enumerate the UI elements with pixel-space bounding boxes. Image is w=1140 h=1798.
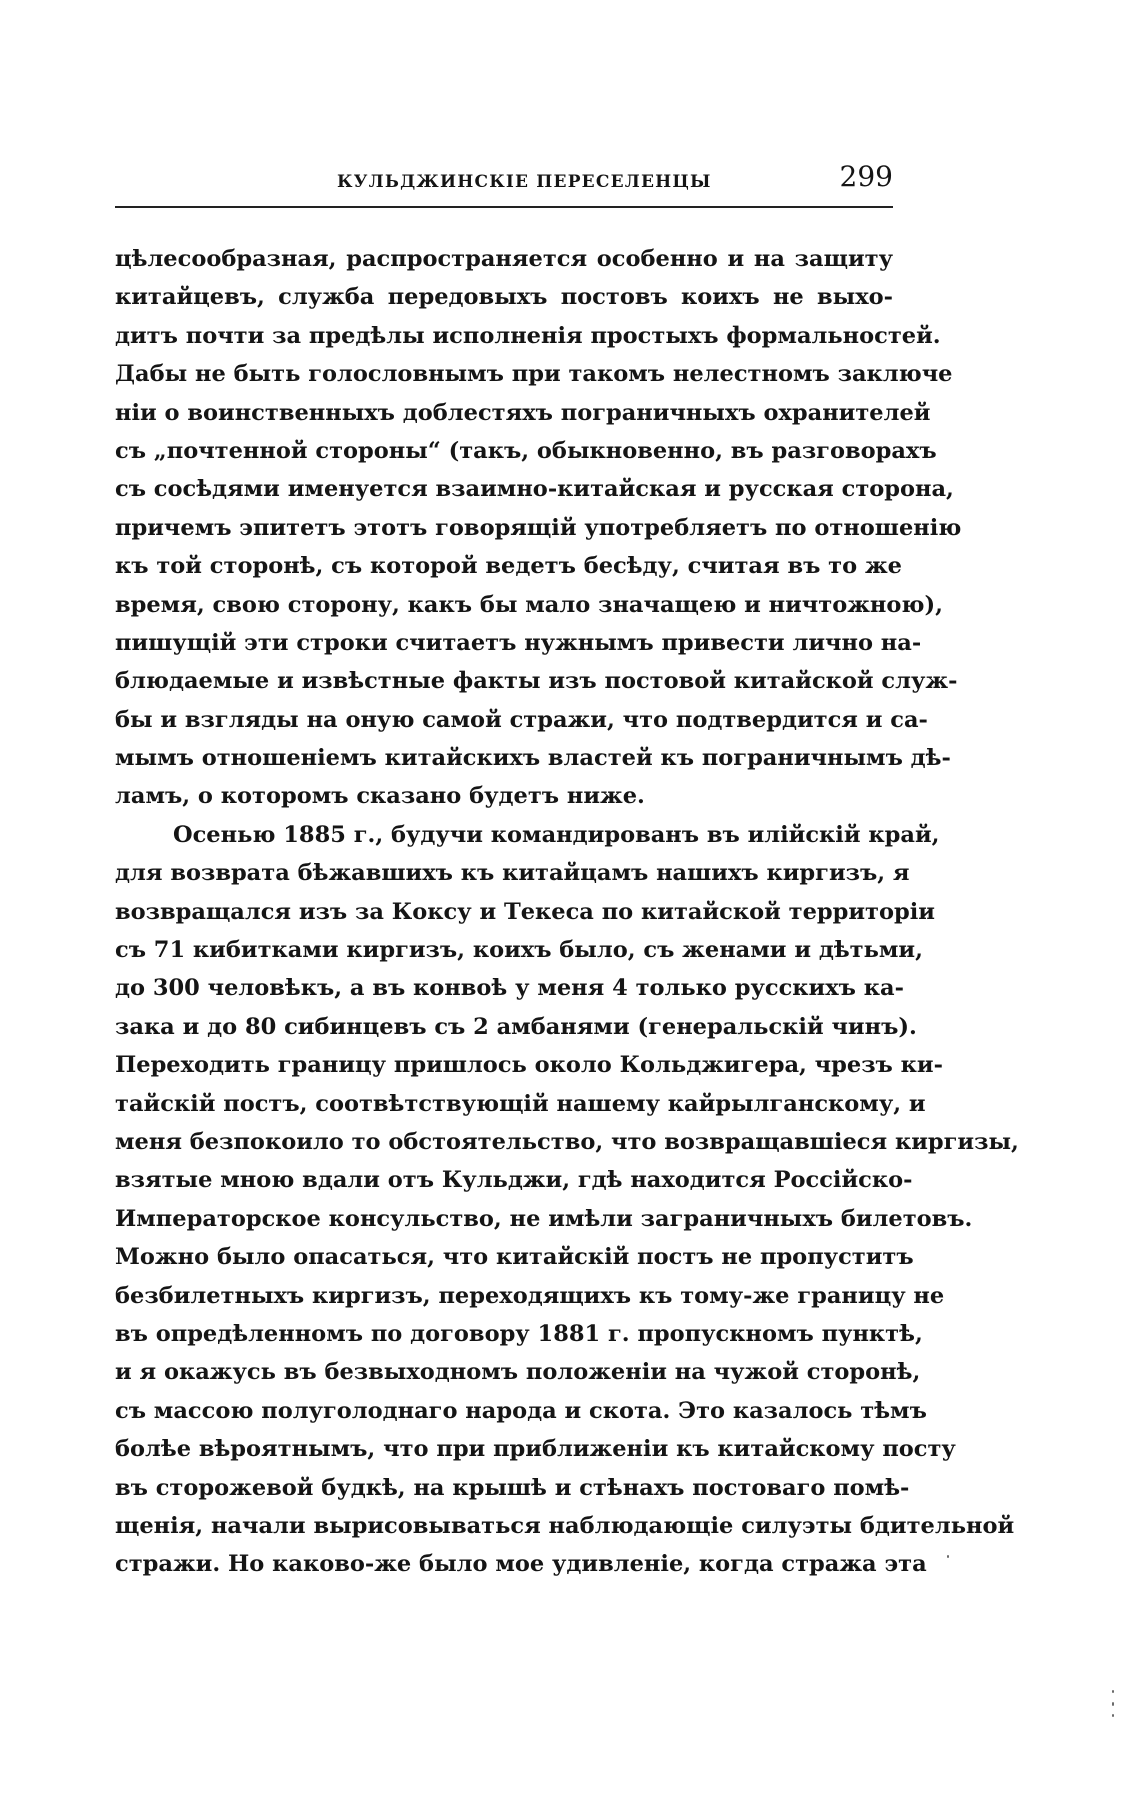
paragraph-last-line: ламъ, о которомъ сказано будетъ ниже. [115, 783, 645, 810]
text-line: зака и до 80 сибинцевъ съ 2 амбанями (генеральскій чинъ). [115, 1013, 917, 1040]
text-line: цѣлесообразная, распространяется особенно и на защиту [115, 246, 893, 272]
text-line: для возврата бѣжавшихъ къ китайцамъ нашихъ киргизъ, я [115, 860, 910, 887]
text-line: къ той сторонѣ, съ которой ведетъ бесѣду, считая въ то же [115, 553, 902, 580]
text-line: въ опредѣленномъ по договору 1881 г. пропускномъ пунктѣ, [115, 1320, 923, 1347]
text-line: бы и взгляды на оную самой стражи, что подтвердится и са- [115, 706, 928, 733]
text-line: блюдаемые и извѣстные факты изъ постовой китайской служ- [115, 668, 958, 695]
paper-speck [1112, 1690, 1114, 1693]
text-line: китайцевъ, служба передовыхъ постовъ коихъ не выхо- [115, 284, 893, 311]
body-text [115, 240, 1019, 1584]
text-line: ніи о воинственныхъ доблестяхъ пограничныхъ охранителей [115, 399, 931, 426]
text-line: меня безпокоило то обстоятельство, что возвращавшіеся киргизы, [115, 1128, 1019, 1155]
text-line: Дабы не быть голословнымъ при такомъ нелестномъ заключе [115, 361, 953, 388]
text-line: возвращался изъ за Коксу и Текеса по китайской территоріи [115, 898, 935, 925]
text-line: Императорское консульство, не имѣли заграничныхъ билетовъ. [115, 1205, 973, 1232]
text-line: щенія, начали вырисовываться наблюдающіе силуэты бдительной [115, 1512, 1015, 1539]
text-line: мымъ отношеніемъ китайскихъ властей къ пограничнымъ дѣ- [115, 745, 951, 772]
text-line: безбилетныхъ киргизъ, переходящихъ къ тому-же границу не [115, 1282, 945, 1309]
text-line: время, свою сторону, какъ бы мало значащею и ничтожною), [115, 591, 943, 618]
text-line: съ 71 кибитками киргизъ, коихъ было, съ женами и дѣтьми, [115, 937, 923, 964]
text-line: Можно было опасаться, что китайскій постъ не пропуститъ [115, 1244, 914, 1271]
text-line: до 300 человѣкъ, а въ конвоѣ у меня 4 только русскихъ ка- [115, 975, 904, 1002]
text-line: съ массою полуголоднаго народа и скота. Это казалось тѣмъ [115, 1397, 927, 1424]
text-line: въ сторожевой будкѣ, на крышѣ и стѣнахъ постоваго помѣ- [115, 1474, 910, 1501]
text-line: съ „почтенной стороны“ (такъ, обыкновенно, въ разговорахъ [115, 437, 937, 464]
text-line: дитъ почти за предѣлы исполненія простыхъ формальностей. [115, 322, 941, 349]
text-line: причемъ эпитетъ этотъ говорящій употребляетъ по отношенію [115, 514, 962, 541]
text-line: тайскій постъ, соотвѣтствующій нашему кайрылганскому, и [115, 1090, 926, 1117]
paper-speck [1112, 1714, 1114, 1717]
text-line: болѣе вѣроятнымъ, что при приближеніи къ китайскому посту [115, 1436, 956, 1463]
running-title: КУЛЬДЖИНСКІЕ ПЕРЕСЕЛЕНЦЫ [337, 172, 712, 192]
text-line: взятые мною вдали отъ Кульджи, гдѣ находится Россійско- [115, 1167, 913, 1194]
page-header [115, 160, 893, 204]
text-line: пишущій эти строки считаетъ нужнымъ привести лично на- [115, 629, 922, 656]
text-line: и я окажусь въ безвыходномъ положеніи на чужой сторонѣ, [115, 1359, 921, 1386]
text-line: съ сосѣдями именуется взаимно-китайская и русская сторона, [115, 476, 954, 503]
text-line: Переходить границу пришлось около Кольджигера, чрезъ ки- [115, 1052, 943, 1079]
paragraph-first-line: Осенью 1885 г., будучи командированъ въ илійскій край, [173, 821, 940, 848]
text-line: стражи. Но каково-же было мое удивленіе, когда стража эта [115, 1551, 927, 1578]
paper-speck [1112, 1702, 1114, 1706]
paper-speck [947, 1555, 949, 1558]
header-rule [115, 206, 893, 208]
page-number: 299 [839, 160, 893, 193]
